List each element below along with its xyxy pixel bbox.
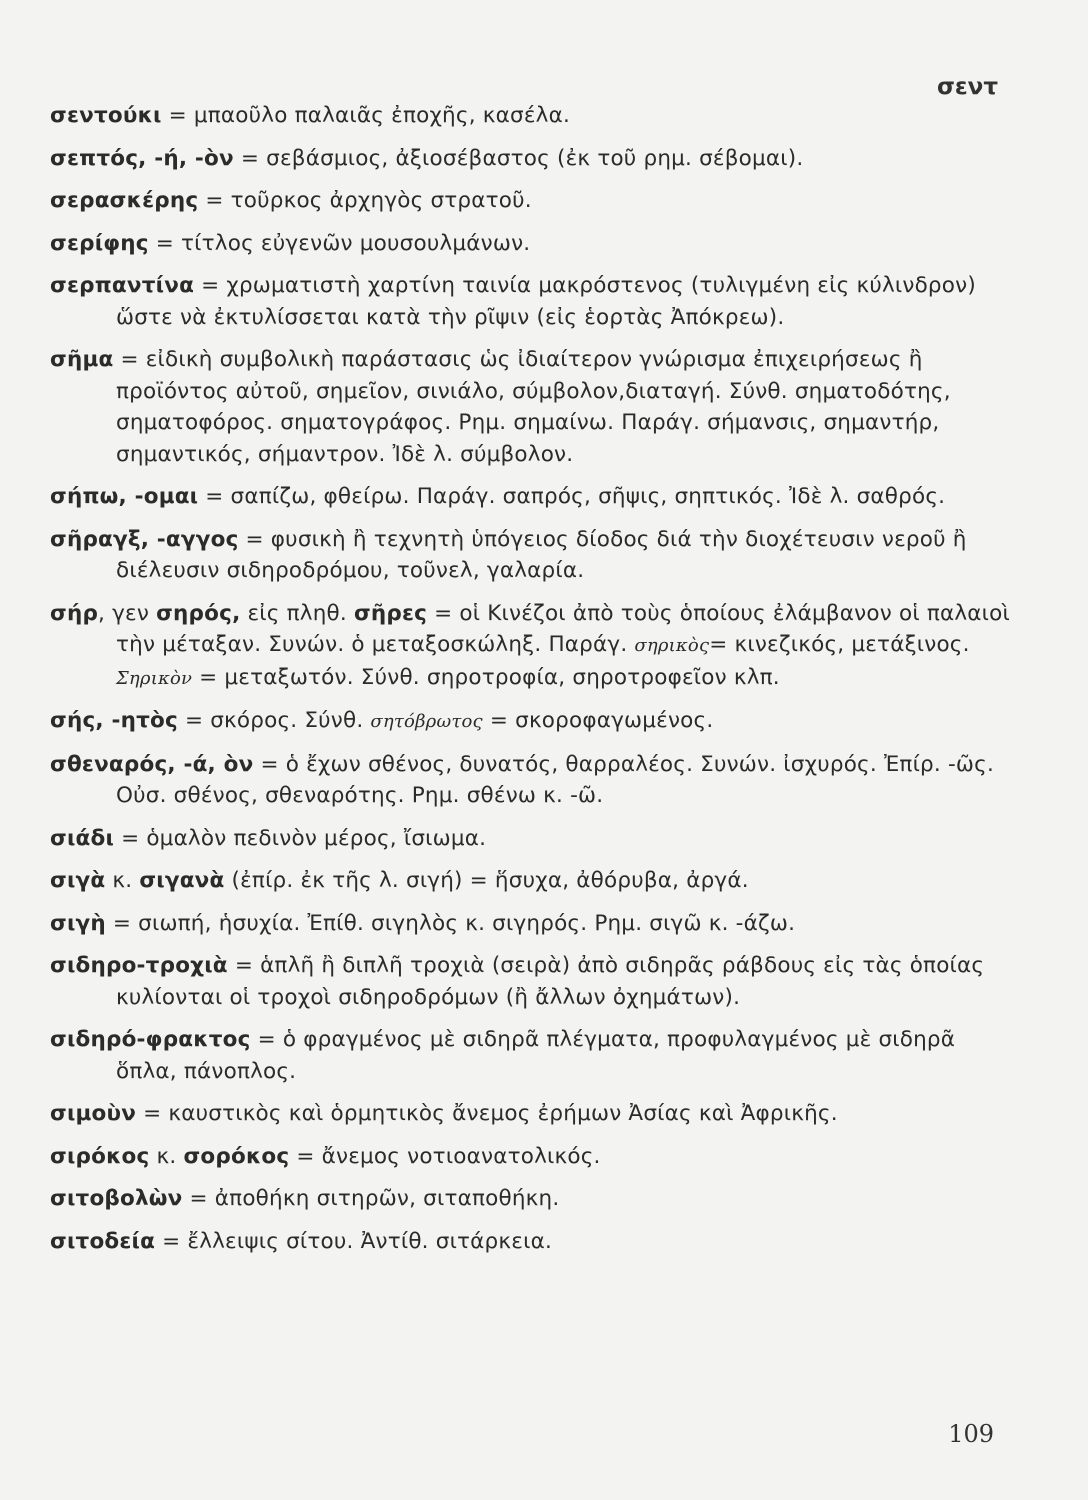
headword: σήπω, -ομαι bbox=[50, 484, 199, 509]
headword: σηρός, bbox=[156, 600, 241, 626]
definition-text: = τίτλος εὐγενῶν μουσουλμάνων. bbox=[148, 230, 531, 256]
dictionary-entry bbox=[50, 270, 1010, 333]
definition-text: εἰς πληθ. bbox=[240, 600, 354, 626]
definition-text: (ἐπίρ. ἐκ τῆς λ. σιγή) = ἥσυχα, ἀθόρυβα, ἀργά. bbox=[224, 868, 749, 893]
headword: σιδηρο-τροχιὰ bbox=[50, 953, 228, 978]
headword: σιγανὰ bbox=[139, 868, 225, 893]
definition-text: = τοῦρκος ἀρχηγὸς στρατοῦ. bbox=[198, 188, 532, 213]
definition-text: = φυσικὴ ἢ τεχνητὴ ὑπόγειος δίοδος διά τὴν διοχέτευσιν νεροῦ ἢ διέλευσιν σιδηροδρόμου, τοῦνελ, γαλαρία. bbox=[116, 526, 967, 583]
definition-text: = χρωματιστὴ χαρτίνη ταινία μακρόστενος (τυλιγμένη εἰς κύλινδρον) ὥστε νὰ ἐκτυλίσσεται κατὰ τὴν ρῖψιν (εἰς ἑορτὰς Ἀπόκρεω). bbox=[116, 273, 976, 330]
headword: σορόκος bbox=[183, 1143, 290, 1169]
headword: σιγὴ bbox=[50, 910, 106, 936]
definition-text: = μπαοῦλο παλαιᾶς ἐποχῆς, κασέλα. bbox=[161, 103, 570, 128]
dictionary-entry bbox=[50, 950, 1010, 1013]
definition-text: = σαπίζω, φθείρω. Παράγ. σαπρός, σῆψις, σηπτικός. Ἰδὲ λ. σαθρός. bbox=[198, 484, 946, 509]
definition-text: = ὁμαλὸν πεδινὸν μέρος, ἴσιωμα. bbox=[114, 825, 487, 851]
headword: σθεναρός, -ά, ὸν bbox=[50, 751, 254, 777]
dictionary-entry bbox=[50, 1183, 1010, 1215]
headword: σῆμα bbox=[50, 347, 114, 372]
definition-text: = ἄνεμος νοτιοανατολικός. bbox=[289, 1143, 601, 1169]
dictionary-entry bbox=[50, 823, 1010, 855]
dictionary-entries bbox=[50, 100, 1010, 1268]
definition-text: = οἱ Κινέζοι ἀπὸ τοὺς ὁποίους ἐλάμβανον οἱ παλαιοὶ τὴν μέταξαν. Συνών. ὁ μεταξοσκώληξ. Παράγ. bbox=[116, 600, 1010, 657]
definition-text: = σκόρος. Σύνθ. bbox=[177, 708, 371, 733]
definition-text: = ὁ ἔχων σθένος, δυνατός, θαρραλέος. Συνών. ἰσχυρός. Ἐπίρ. -ῶς. Οὐσ. σθένος, σθεναρότης. Ρημ. σθένω κ. -ῶ. bbox=[116, 751, 994, 808]
definition-text: = σιωπή, ἡσυχία. Ἐπίθ. σιγηλὸς κ. σιγηρός. Ρημ. σιγῶ κ. -άζω. bbox=[105, 910, 796, 936]
italic-term: σητόβρωτος bbox=[370, 711, 483, 732]
headword: σῆρες bbox=[353, 600, 428, 626]
definition-text: = σκοροφαγωμένος. bbox=[482, 708, 714, 733]
dictionary-entry bbox=[50, 100, 1010, 132]
dictionary-entry bbox=[50, 524, 1010, 587]
headword: σερίφης bbox=[50, 230, 149, 256]
italic-term: Σηρικὸν bbox=[116, 667, 193, 689]
italic-term: σηρικὸς bbox=[634, 635, 710, 656]
headword: σερπαντίνα bbox=[50, 273, 195, 298]
dictionary-entry bbox=[50, 143, 1010, 175]
dictionary-entry bbox=[50, 908, 1010, 940]
dictionary-entry bbox=[50, 1024, 1010, 1087]
definition-text: = ὁ φραγμένος μὲ σιδηρᾶ πλέγματα, προφυλαγμένος μὲ σιδηρᾶ ὅπλα, πάνοπλος. bbox=[116, 1027, 956, 1084]
definition-text: κ. bbox=[149, 1143, 184, 1169]
dictionary-entry bbox=[50, 481, 1010, 513]
definition-text: = καυστικὸς καὶ ὁρμητικὸς ἄνεμος ἐρήμων Ἀσίας καὶ Ἀφρικῆς. bbox=[136, 1101, 838, 1126]
dictionary-entry bbox=[50, 705, 1010, 738]
headword: σιτοβολὼν bbox=[50, 1186, 183, 1211]
headword: σήρ bbox=[50, 600, 99, 626]
headword: σιτοδεία bbox=[50, 1228, 156, 1254]
definition-text: = ἁπλῆ ἢ διπλῆ τροχιὰ (σειρὰ) ἀπὸ σιδηρᾶς ράβδους εἰς τὰς ὁποίας κυλίονται οἱ τροχοὶ σιδηροδρόμων (ἢ ἄλλων ὀχημάτων). bbox=[116, 953, 985, 1010]
definition-text: = εἰδικὴ συμβολικὴ παράστασις ὡς ἰδιαίτερον γνώρισμα ἐπιχειρήσεως ἢ προϊόντος αὐτοῦ, σημεῖον, σινιάλο, σύμβολον,διαταγή. Σύνθ. σηματοδότης, σηματοφόρος. σηματογράφος. Ρημ. σημαίνω. Παράγ. σήμανσις, σημαντήρ, σημαντικός, σήμαντρον. Ἰδὲ λ. σύμβολον. bbox=[113, 347, 951, 467]
dictionary-entry bbox=[50, 1098, 1010, 1130]
dictionary-entry bbox=[50, 598, 1010, 695]
definition-text: = ἀποθήκη σιτηρῶν, σιταποθήκη. bbox=[182, 1186, 560, 1211]
dictionary-entry bbox=[50, 865, 1010, 897]
dictionary-entry bbox=[50, 344, 1010, 470]
definition-text: = ἔλλειψις σίτου. Ἀντίθ. σιτάρκεια. bbox=[155, 1228, 552, 1254]
headword: σιγὰ bbox=[50, 868, 106, 893]
headword: σῆραγξ, -αγγος bbox=[50, 526, 239, 552]
dictionary-entry bbox=[50, 1141, 1010, 1173]
headword: σεντούκι bbox=[50, 103, 162, 128]
running-header: σεντ bbox=[936, 74, 998, 100]
dictionary-entry bbox=[50, 185, 1010, 217]
dictionary-entry bbox=[50, 749, 1010, 812]
definition-text: κ. bbox=[105, 868, 140, 893]
headword: σιδηρό-φρακτος bbox=[50, 1027, 251, 1052]
dictionary-entry bbox=[50, 1226, 1010, 1258]
page-number: 109 bbox=[948, 1420, 994, 1448]
definition-text: = κινεζικός, μετάξινος. bbox=[709, 632, 970, 657]
headword: σιμοὺν bbox=[50, 1101, 137, 1126]
definition-text: , γεν bbox=[98, 600, 157, 626]
headword: σερασκέρης bbox=[50, 188, 199, 213]
definition-text: = σεβάσμιος, ἀξιοσέβαστος (ἐκ τοῦ ρημ. σέβομαι). bbox=[233, 145, 804, 171]
headword: σής, -ητὸς bbox=[50, 708, 178, 733]
headword: σιάδι bbox=[50, 825, 115, 851]
headword: σεπτός, -ή, -ὸν bbox=[50, 145, 234, 171]
headword: σιρόκος bbox=[50, 1143, 150, 1169]
dictionary-entry bbox=[50, 228, 1010, 260]
definition-text: = μεταξωτόν. Σύνθ. σηροτροφία, σηροτροφεῖον κλπ. bbox=[192, 664, 780, 690]
